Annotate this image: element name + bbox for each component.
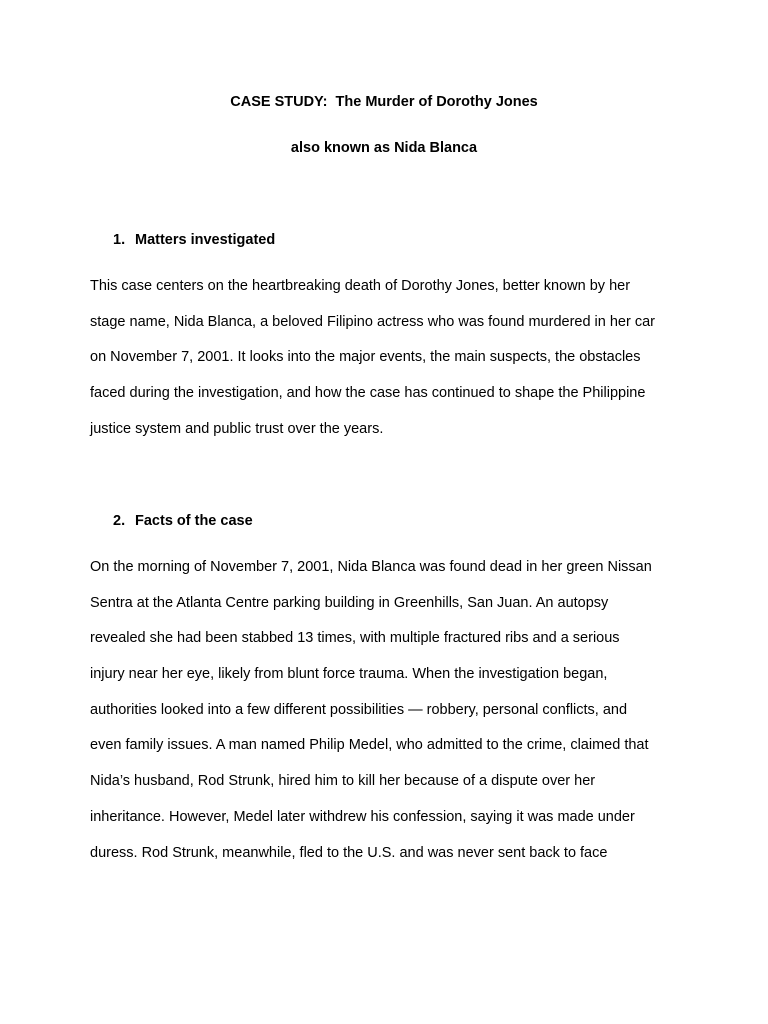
section-number: 2. [113, 513, 126, 529]
paragraph-line: This case centers on the heartbreaking death of Dorothy Jones, better known by her [90, 278, 631, 294]
paragraph-line: authorities looked into a few different possibilities — robbery, personal conflicts, and [90, 701, 628, 718]
paragraph-line: Nida’s husband, Rod Strunk, hired him to kill her because of a dispute over her [90, 773, 596, 790]
paragraph-matters-investigated [90, 277, 690, 455]
paragraph-line: duress. Rod Strunk, meanwhile, fled to the U.S. and was never sent back to face [90, 844, 608, 861]
section-heading-text: Facts of the case [135, 513, 253, 529]
paragraph-line: revealed she had been stabbed 13 times, with multiple fractured ribs and a serious [90, 630, 620, 647]
section-number: 1. [113, 232, 126, 248]
paragraph-line: faced during the investigation, and how the case has continued to shape the Philippine [90, 385, 646, 402]
document-title: CASE STUDY: The Murder of Dorothy Jones [230, 94, 538, 110]
paragraph-line: stage name, Nida Blanca, a beloved Filipino actress who was found murdered in her car [90, 313, 655, 330]
paragraph-line: even family issues. A man named Philip Medel, who admitted to the crime, claimed that [90, 737, 649, 754]
paragraph-line: injury near her eye, likely from blunt force trauma. When the investigation began, [90, 666, 608, 683]
paragraph-line: On the morning of November 7, 2001, Nida Blanca was found dead in her green Nissan [90, 559, 652, 575]
paragraph-line: on November 7, 2001. It looks into the major events, the main suspects, the obstacles [90, 349, 641, 366]
paragraph-line: Sentra at the Atlanta Centre parking building in Greenhills, San Juan. An autopsy [90, 594, 609, 611]
paragraph-facts-of-the-case [90, 558, 690, 879]
section-heading-matters-investigated [113, 231, 275, 249]
paragraph-line: justice system and public trust over the years. [90, 420, 384, 437]
paragraph-line: inheritance. However, Medel later withdrew his confession, saying it was made under [90, 808, 635, 825]
document-subtitle: also known as Nida Blanca [290, 140, 478, 156]
section-heading-text: Matters investigated [135, 232, 276, 248]
section-heading-facts-of-the-case [113, 512, 253, 530]
